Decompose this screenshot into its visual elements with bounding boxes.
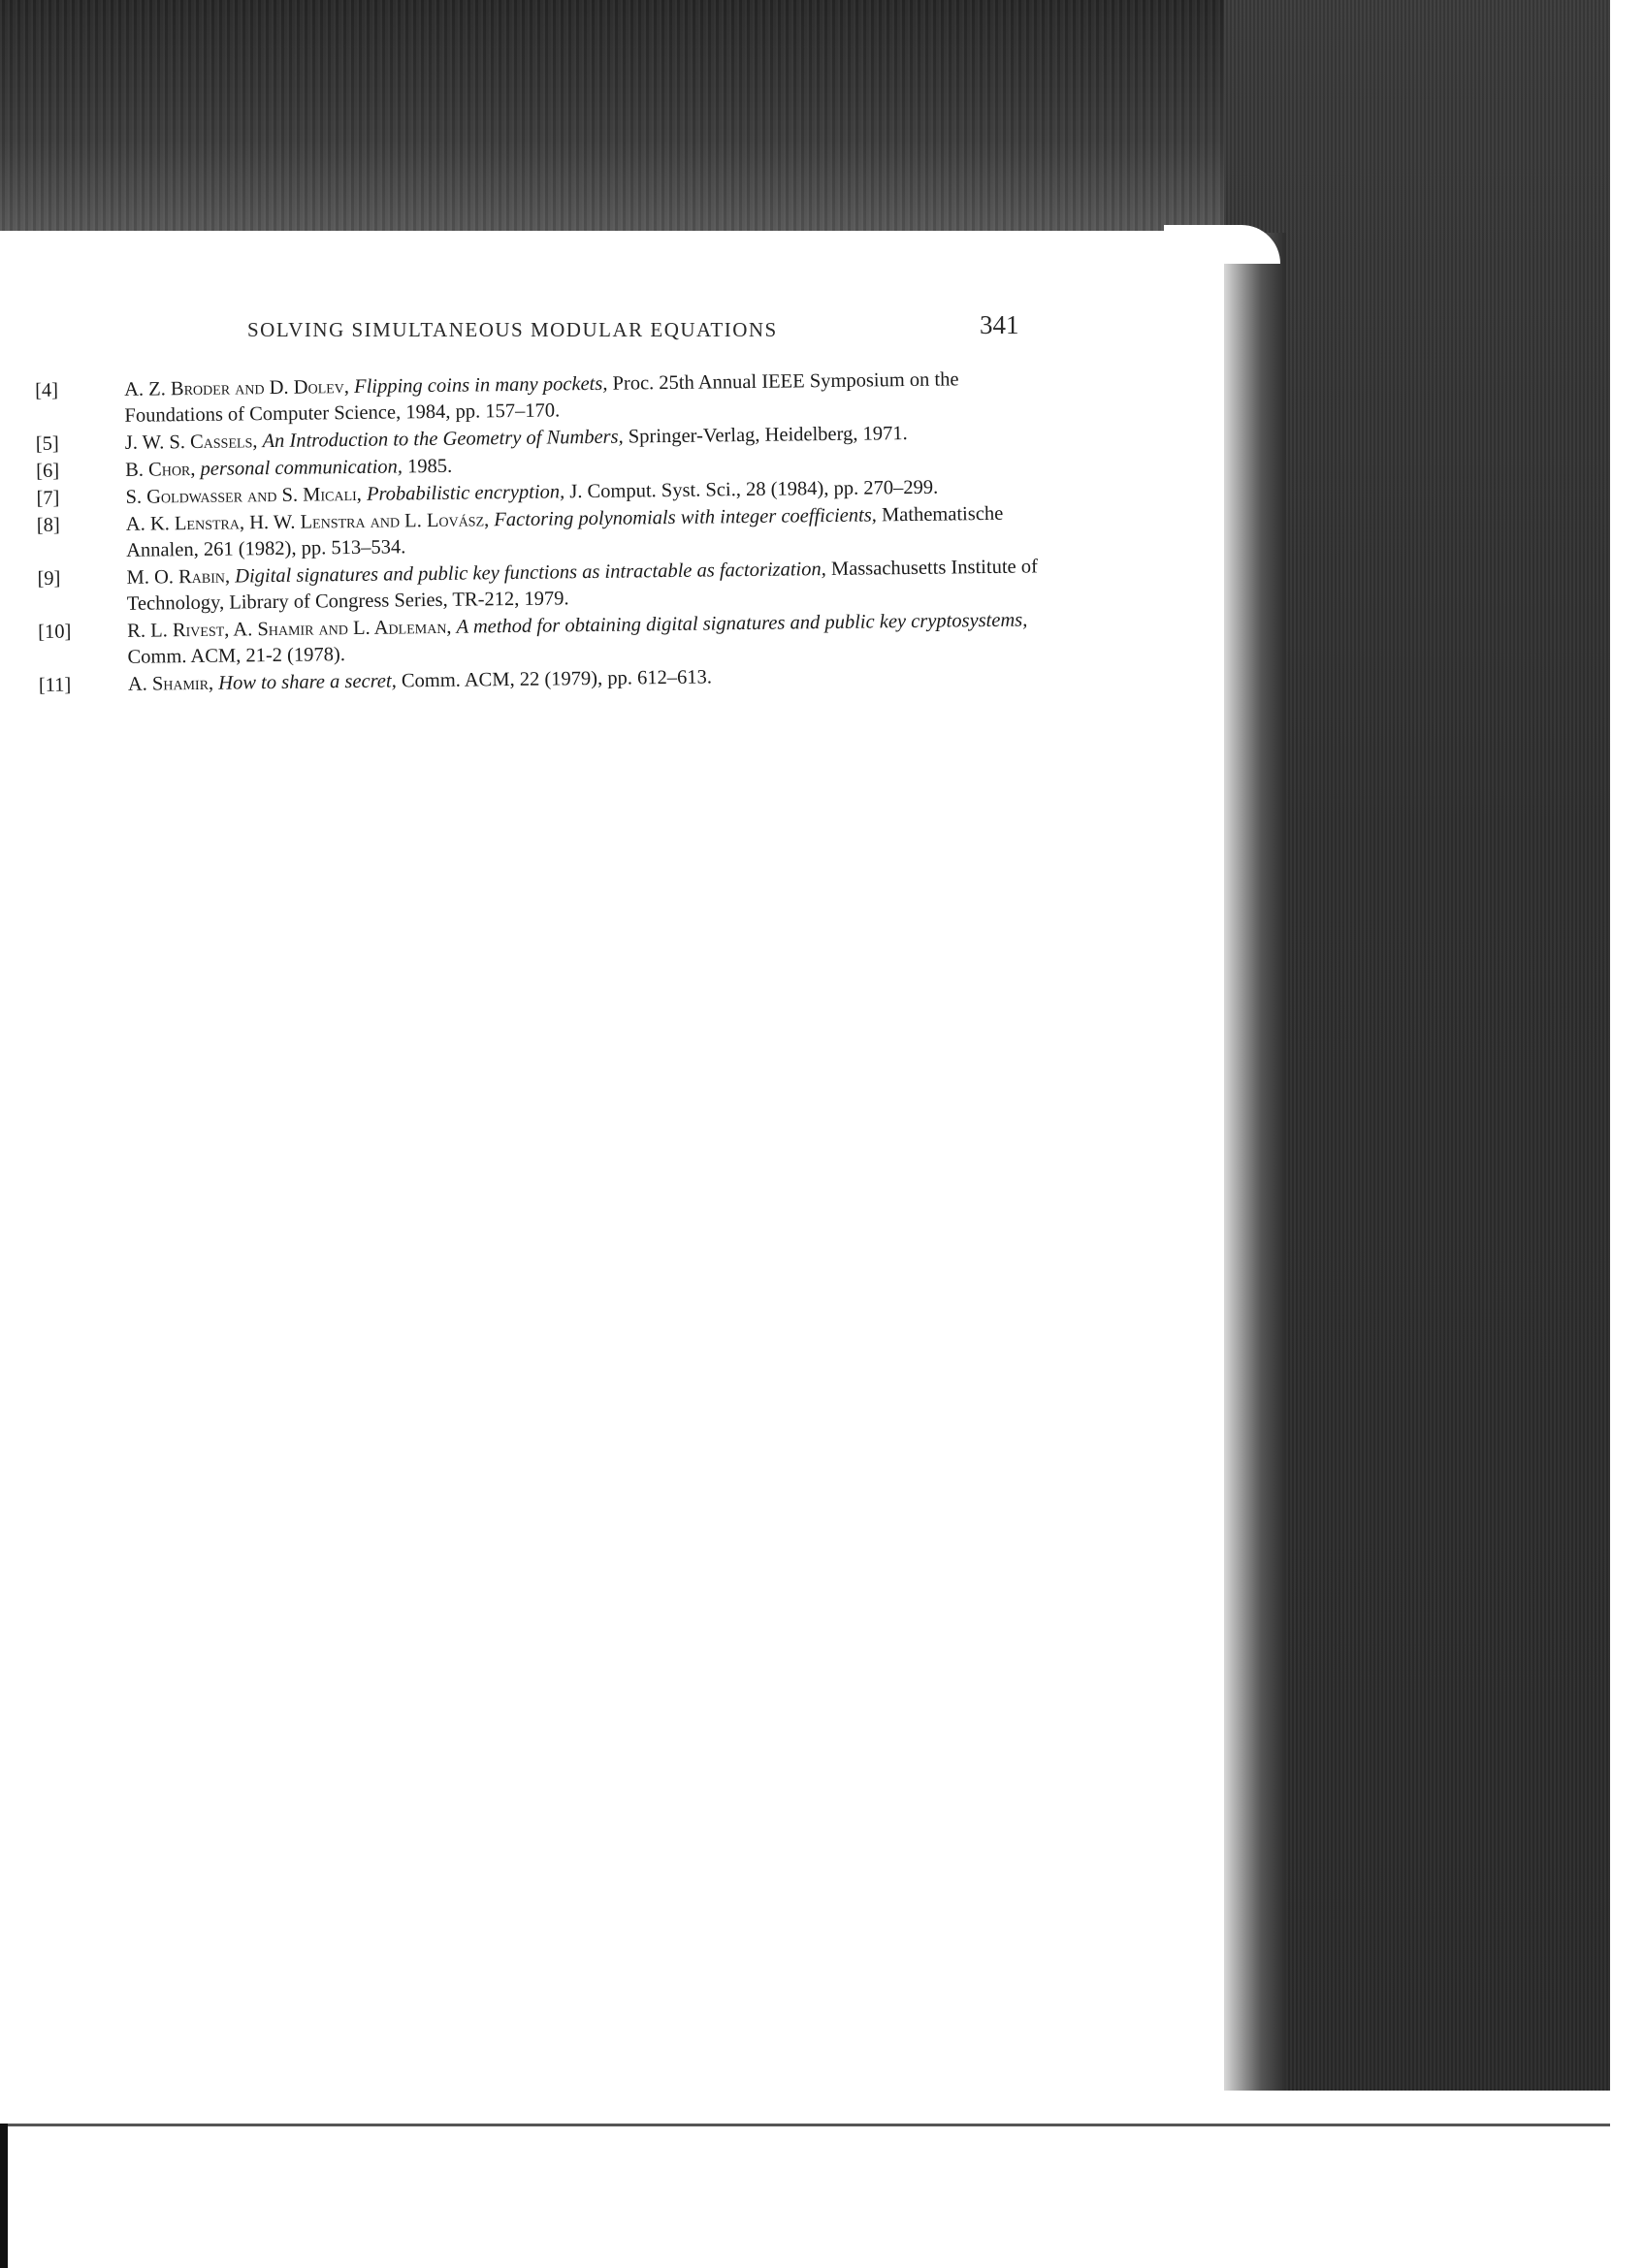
reference-details: Springer-Verlag, Heidelberg, 1971.: [628, 423, 908, 448]
reference-authors: A. Z. Broder and D. Dolev,: [124, 376, 350, 400]
reference-title: Probabilistic encryption,: [366, 481, 565, 505]
reference-title: Digital signatures and public key functions as intractable as factorization,: [235, 559, 826, 588]
reference-number: [11]: [38, 674, 72, 696]
reference-authors: S. Goldwasser and S. Micali,: [125, 483, 362, 508]
reference-number: [5]: [35, 432, 59, 455]
reference-authors: B. Chor,: [125, 458, 196, 481]
reference-title: How to share a secret,: [218, 670, 397, 694]
reference-details: J. Comput. Syst. Sci., 28 (1984), pp. 270–299.: [569, 476, 939, 503]
reference-number: [7]: [36, 487, 60, 509]
reference-details: Massachusetts Institute of Technology, Library of Congress Series, TR-212, 1979.: [126, 556, 1039, 615]
reference-authors: R. L. Rivest, A. Shamir and L. Adleman,: [127, 616, 452, 642]
reference-authors: M. O. Rabin,: [126, 565, 231, 589]
reference-details: 1985.: [406, 455, 453, 478]
paper-page-corner: [1164, 225, 1280, 264]
reference-authors: A. K. Lenstra, H. W. Lenstra and L. Lovász,: [125, 509, 490, 535]
reference-number: [8]: [36, 514, 60, 536]
reference-title: Factoring polynomials with integer coefficients,: [494, 504, 878, 531]
page-number: 341: [980, 310, 1019, 339]
reference-authors: J. W. S. Cassels,: [124, 431, 258, 454]
reference-details: Comm. ACM, 21-2 (1978).: [127, 644, 346, 668]
scan-bottom-edge: [0, 2124, 1610, 2126]
reference-number: [4]: [35, 379, 59, 401]
reference-authors: A. Shamir,: [127, 672, 214, 695]
reference-title: A method for obtaining digital signatures and public key cryptosystems,: [456, 609, 1028, 638]
scan-margin-right: [1610, 0, 1645, 2268]
book-spine-edge: [1224, 233, 1286, 2091]
reference-number: [6]: [36, 460, 60, 482]
scan-left-strip: [0, 2124, 8, 2268]
reference-details: Proc. 25th Annual IEEE Symposium on the Foundations of Computer Science, 1984, pp. 157–170.: [124, 368, 959, 427]
reference-number: [10]: [38, 621, 72, 643]
reference-title: Flipping coins in many pockets,: [353, 372, 608, 398]
reference-title: An Introduction to the Geometry of Numbers,: [262, 426, 624, 453]
reference-title: personal communication,: [200, 456, 403, 480]
running-header: SOLVING SIMULTANEOUS MODULAR EQUATIONS: [247, 318, 778, 341]
reference-details: Comm. ACM, 22 (1979), pp. 612–613.: [401, 666, 713, 692]
reference-number: [9]: [37, 567, 61, 590]
reference-details: Mathematische Annalen, 261 (1982), pp. 513–534.: [126, 502, 1004, 561]
reference-list: [35, 366, 1048, 700]
